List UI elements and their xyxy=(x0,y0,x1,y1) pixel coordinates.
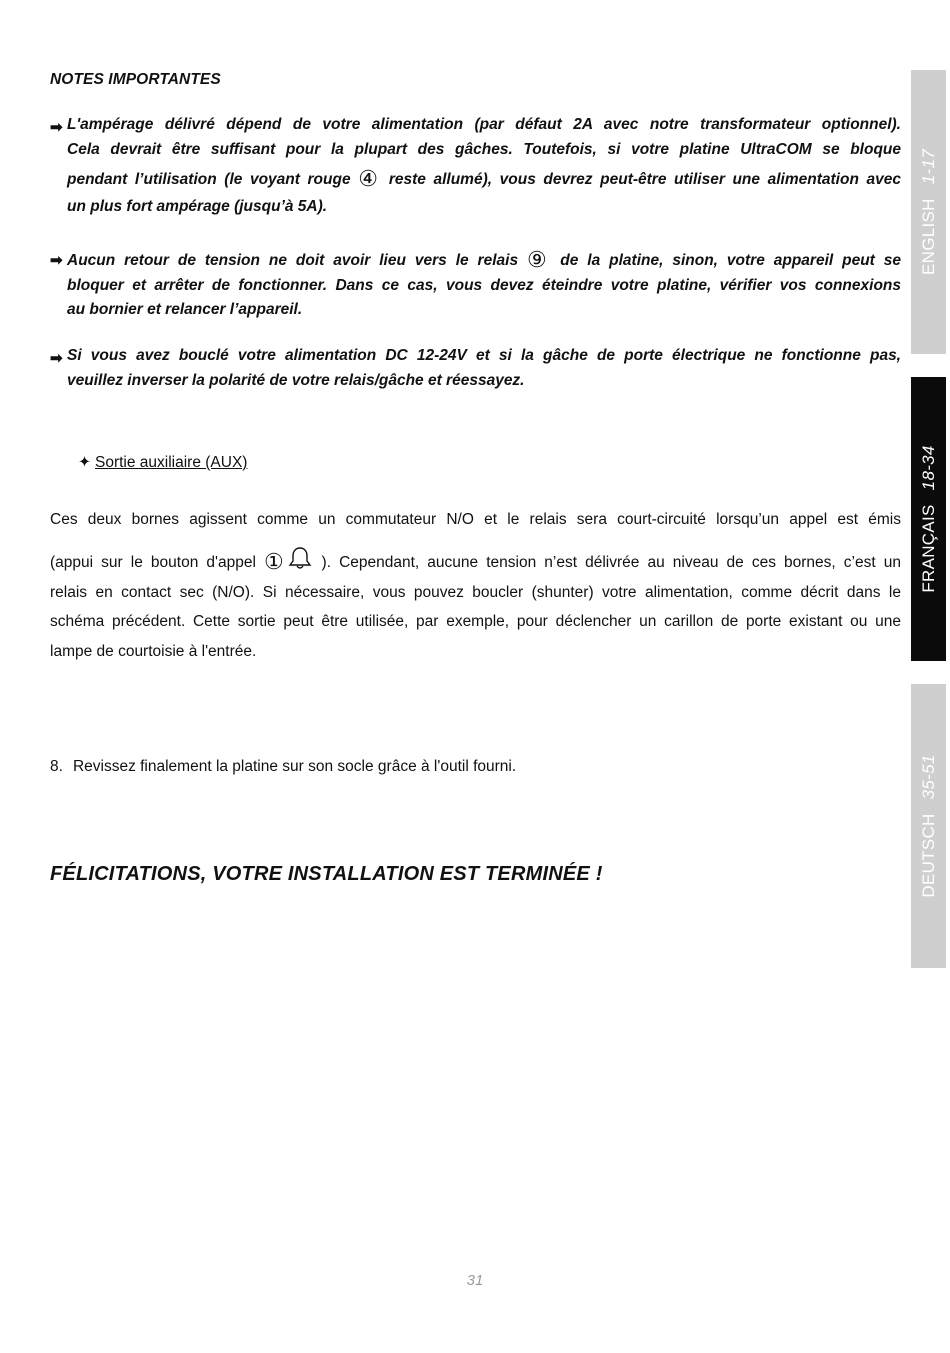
aux-line: (appui sur le bouton d'appel ① ). Cependant, aucune tension n’est délivrée au niveau de ces bornes, c’est un xyxy=(50,546,901,573)
note-line: Aucun retour de tension ne doit avoir lieu vers le relais ⑨ de la platine, sinon, votre appareil peut se xyxy=(67,247,902,272)
note-line: L'ampérage délivré dépend de votre alimentation (par défaut 2A avec notre transformateur optionnel). xyxy=(67,116,901,133)
note-line: veuillez inverser la polarité de votre relais/gâche et réessayez. xyxy=(67,372,525,389)
tab-page-range: 1-17 xyxy=(918,149,938,185)
step-text: Revissez finalement la platine sur son socle grâce à l'outil fourni. xyxy=(72,758,517,775)
tab-english[interactable] xyxy=(911,70,946,354)
step-item xyxy=(50,758,516,776)
aux-line: schéma précédent. Cette sortie peut être utilisée, par exemple, pour déclencher un carillon de porte existant ou une xyxy=(50,613,901,630)
tab-francais[interactable] xyxy=(911,377,946,661)
note-line: Si vous avez bouclé votre alimentation DC 12-24V et si la gâche de porte électrique ne fonctionne pas, xyxy=(67,347,901,364)
arrow-icon: ➡ xyxy=(50,252,63,269)
star-icon: ✦ xyxy=(78,454,91,471)
note-item xyxy=(50,347,901,397)
circled-number-icon: ① xyxy=(263,549,288,574)
note-item xyxy=(50,116,901,221)
tab-page-range: 35-51 xyxy=(918,754,938,800)
circled-number-icon: ④ xyxy=(358,166,382,191)
tab-page-range: 18-34 xyxy=(918,445,938,491)
note-item xyxy=(50,249,901,329)
note-line: Cela devrait être suffisant pour la plupart des gâches. Toutefois, si votre platine UltraCOM se bloque xyxy=(67,141,901,158)
arrow-icon: ➡ xyxy=(50,119,63,136)
tab-label: ENGLISH xyxy=(918,198,938,275)
aux-line: Ces deux bornes agissent comme un commutateur N/O et le relais sera court-circuité lorsqu’un appel est émis xyxy=(50,511,901,528)
note-line: bloquer et arrêter de fonctionner. Dans ce cas, vous devez éteindre votre platine, vérifier vos connexions xyxy=(67,277,901,294)
note-line: pendant l’utilisation (le voyant rouge ④ reste allumé), vous devrez peut-être utiliser une alimentation avec xyxy=(67,166,901,191)
note-line: au bornier et relancer l’appareil. xyxy=(67,301,303,318)
step-number: 8. xyxy=(50,758,63,775)
bell-icon xyxy=(287,546,313,570)
circled-number-icon: ⑨ xyxy=(527,247,552,272)
note-line: un plus fort ampérage (jusqu’à 5A). xyxy=(67,198,328,215)
tab-deutsch[interactable] xyxy=(911,684,946,968)
congrats-heading: FÉLICITATIONS, VOTRE INSTALLATION EST TERMINÉE ! xyxy=(50,863,603,885)
page-number: 31 xyxy=(466,1272,484,1289)
arrow-icon: ➡ xyxy=(50,350,63,367)
tab-label: FRANÇAIS xyxy=(918,504,938,593)
aux-heading-label: Sortie auxiliaire (AUX) xyxy=(95,454,248,471)
tab-label: DEUTSCH xyxy=(918,813,938,898)
aux-line: lampe de courtoisie à l'entrée. xyxy=(50,643,257,660)
aux-line: relais en contact sec (N/O). Si nécessaire, vous pouvez boucler (shunter) votre alimentation, comme décrit dans le xyxy=(50,584,901,601)
aux-heading xyxy=(78,453,247,472)
notes-title: NOTES IMPORTANTES xyxy=(50,71,221,88)
